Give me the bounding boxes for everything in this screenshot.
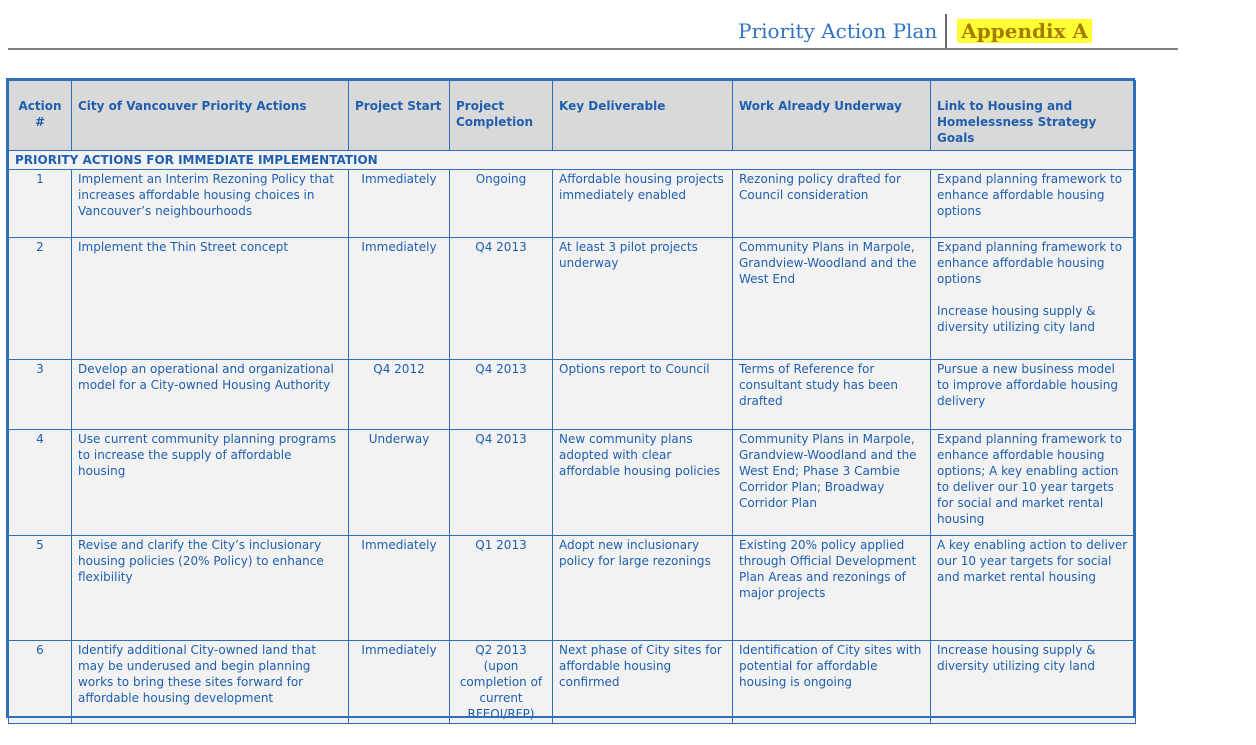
cell-completion: Q2 2013 (upon completion of current RFEOI/RFP) [450, 641, 553, 724]
header-divider [945, 14, 947, 48]
col-header-priority-actions: City of Vancouver Priority Actions [72, 81, 349, 151]
cell-underway: Existing 20% policy applied through Official Development Plan Areas and rezonings of major projects [733, 536, 931, 641]
col-header-project-completion: Project Completion [450, 81, 553, 151]
cell-action-num: 5 [9, 536, 72, 641]
cell-link-goal-1: Expand planning framework to enhance affordable housing options [937, 240, 1123, 286]
cell-action-num: 4 [9, 430, 72, 536]
cell-deliverable: Options report to Council [553, 360, 733, 430]
cell-link [931, 238, 1136, 360]
cell-link: Expand planning framework to enhance affordable housing options; A key enabling action to deliver our 10 year targets for social and market rental housing [931, 430, 1136, 536]
col-header-strategy-goals: Link to Housing and Homelessness Strategy Goals [931, 81, 1136, 151]
cell-action-num: 6 [9, 641, 72, 724]
table-row [9, 238, 1136, 360]
cell-link: Expand planning framework to enhance affordable housing options [931, 170, 1136, 238]
cell-completion: Q4 2013 [450, 238, 553, 360]
priority-action-table [8, 80, 1136, 724]
cell-action-num: 2 [9, 238, 72, 360]
cell-link: A key enabling action to deliver our 10 year targets for social and market rental housing [931, 536, 1136, 641]
col-header-key-deliverable: Key Deliverable [553, 81, 733, 151]
cell-underway: Identification of City sites with potential for affordable housing is ongoing [733, 641, 931, 724]
cell-action: Identify additional City-owned land that may be underused and begin planning works to bring these sites forward for affordable housing development [72, 641, 349, 724]
col-header-action-num: Action # [9, 81, 72, 151]
section-row [9, 151, 1136, 170]
cell-action: Revise and clarify the City’s inclusionary housing policies (20% Policy) to enhance flexibility [72, 536, 349, 641]
cell-start: Immediately [349, 238, 450, 360]
cell-start: Underway [349, 430, 450, 536]
cell-link-goal-2: Increase housing supply & diversity utilizing city land [937, 304, 1096, 334]
table-header-row [9, 81, 1136, 151]
table-row [9, 430, 1136, 536]
cell-underway: Community Plans in Marpole, Grandview-Woodland and the West End [733, 238, 931, 360]
table-row [9, 360, 1136, 430]
cell-start: Immediately [349, 170, 450, 238]
cell-action-num: 1 [9, 170, 72, 238]
cell-deliverable: Affordable housing projects immediately enabled [553, 170, 733, 238]
cell-link-gap [937, 287, 1129, 303]
cell-link: Pursue a new business model to improve affordable housing delivery [931, 360, 1136, 430]
cell-start: Q4 2012 [349, 360, 450, 430]
cell-link: Increase housing supply & diversity utilizing city land [931, 641, 1136, 724]
cell-underway: Terms of Reference for consultant study has been drafted [733, 360, 931, 430]
table-row [9, 641, 1136, 724]
header-rule [8, 48, 1178, 50]
cell-deliverable: Next phase of City sites for affordable housing confirmed [553, 641, 733, 724]
page-header [738, 14, 1092, 48]
cell-action: Implement an Interim Rezoning Policy that increases affordable housing choices in Vancouver’s neighbourhoods [72, 170, 349, 238]
cell-start: Immediately [349, 536, 450, 641]
section-label: PRIORITY ACTIONS FOR IMMEDIATE IMPLEMENTATION [9, 151, 1136, 170]
table-row [9, 536, 1136, 641]
cell-completion: Q1 2013 [450, 536, 553, 641]
cell-completion: Ongoing [450, 170, 553, 238]
cell-completion: Q4 2013 [450, 430, 553, 536]
cell-action: Implement the Thin Street concept [72, 238, 349, 360]
cell-action: Develop an operational and organizational model for a City-owned Housing Authority [72, 360, 349, 430]
cell-underway: Rezoning policy drafted for Council consideration [733, 170, 931, 238]
cell-action-num: 3 [9, 360, 72, 430]
cell-underway: Community Plans in Marpole, Grandview-Woodland and the West End; Phase 3 Cambie Corridor Plan; Broadway Corridor Plan [733, 430, 931, 536]
cell-action: Use current community planning programs to increase the supply of affordable housing [72, 430, 349, 536]
table-row [9, 170, 1136, 238]
cell-start: Immediately [349, 641, 450, 724]
cell-completion: Q4 2013 [450, 360, 553, 430]
document-title: Priority Action Plan [738, 19, 938, 43]
cell-deliverable: New community plans adopted with clear affordable housing policies [553, 430, 733, 536]
appendix-label: Appendix A [957, 19, 1092, 43]
col-header-project-start: Project Start [349, 81, 450, 151]
cell-deliverable: Adopt new inclusionary policy for large rezonings [553, 536, 733, 641]
cell-deliverable: At least 3 pilot projects underway [553, 238, 733, 360]
col-header-work-underway: Work Already Underway [733, 81, 931, 151]
